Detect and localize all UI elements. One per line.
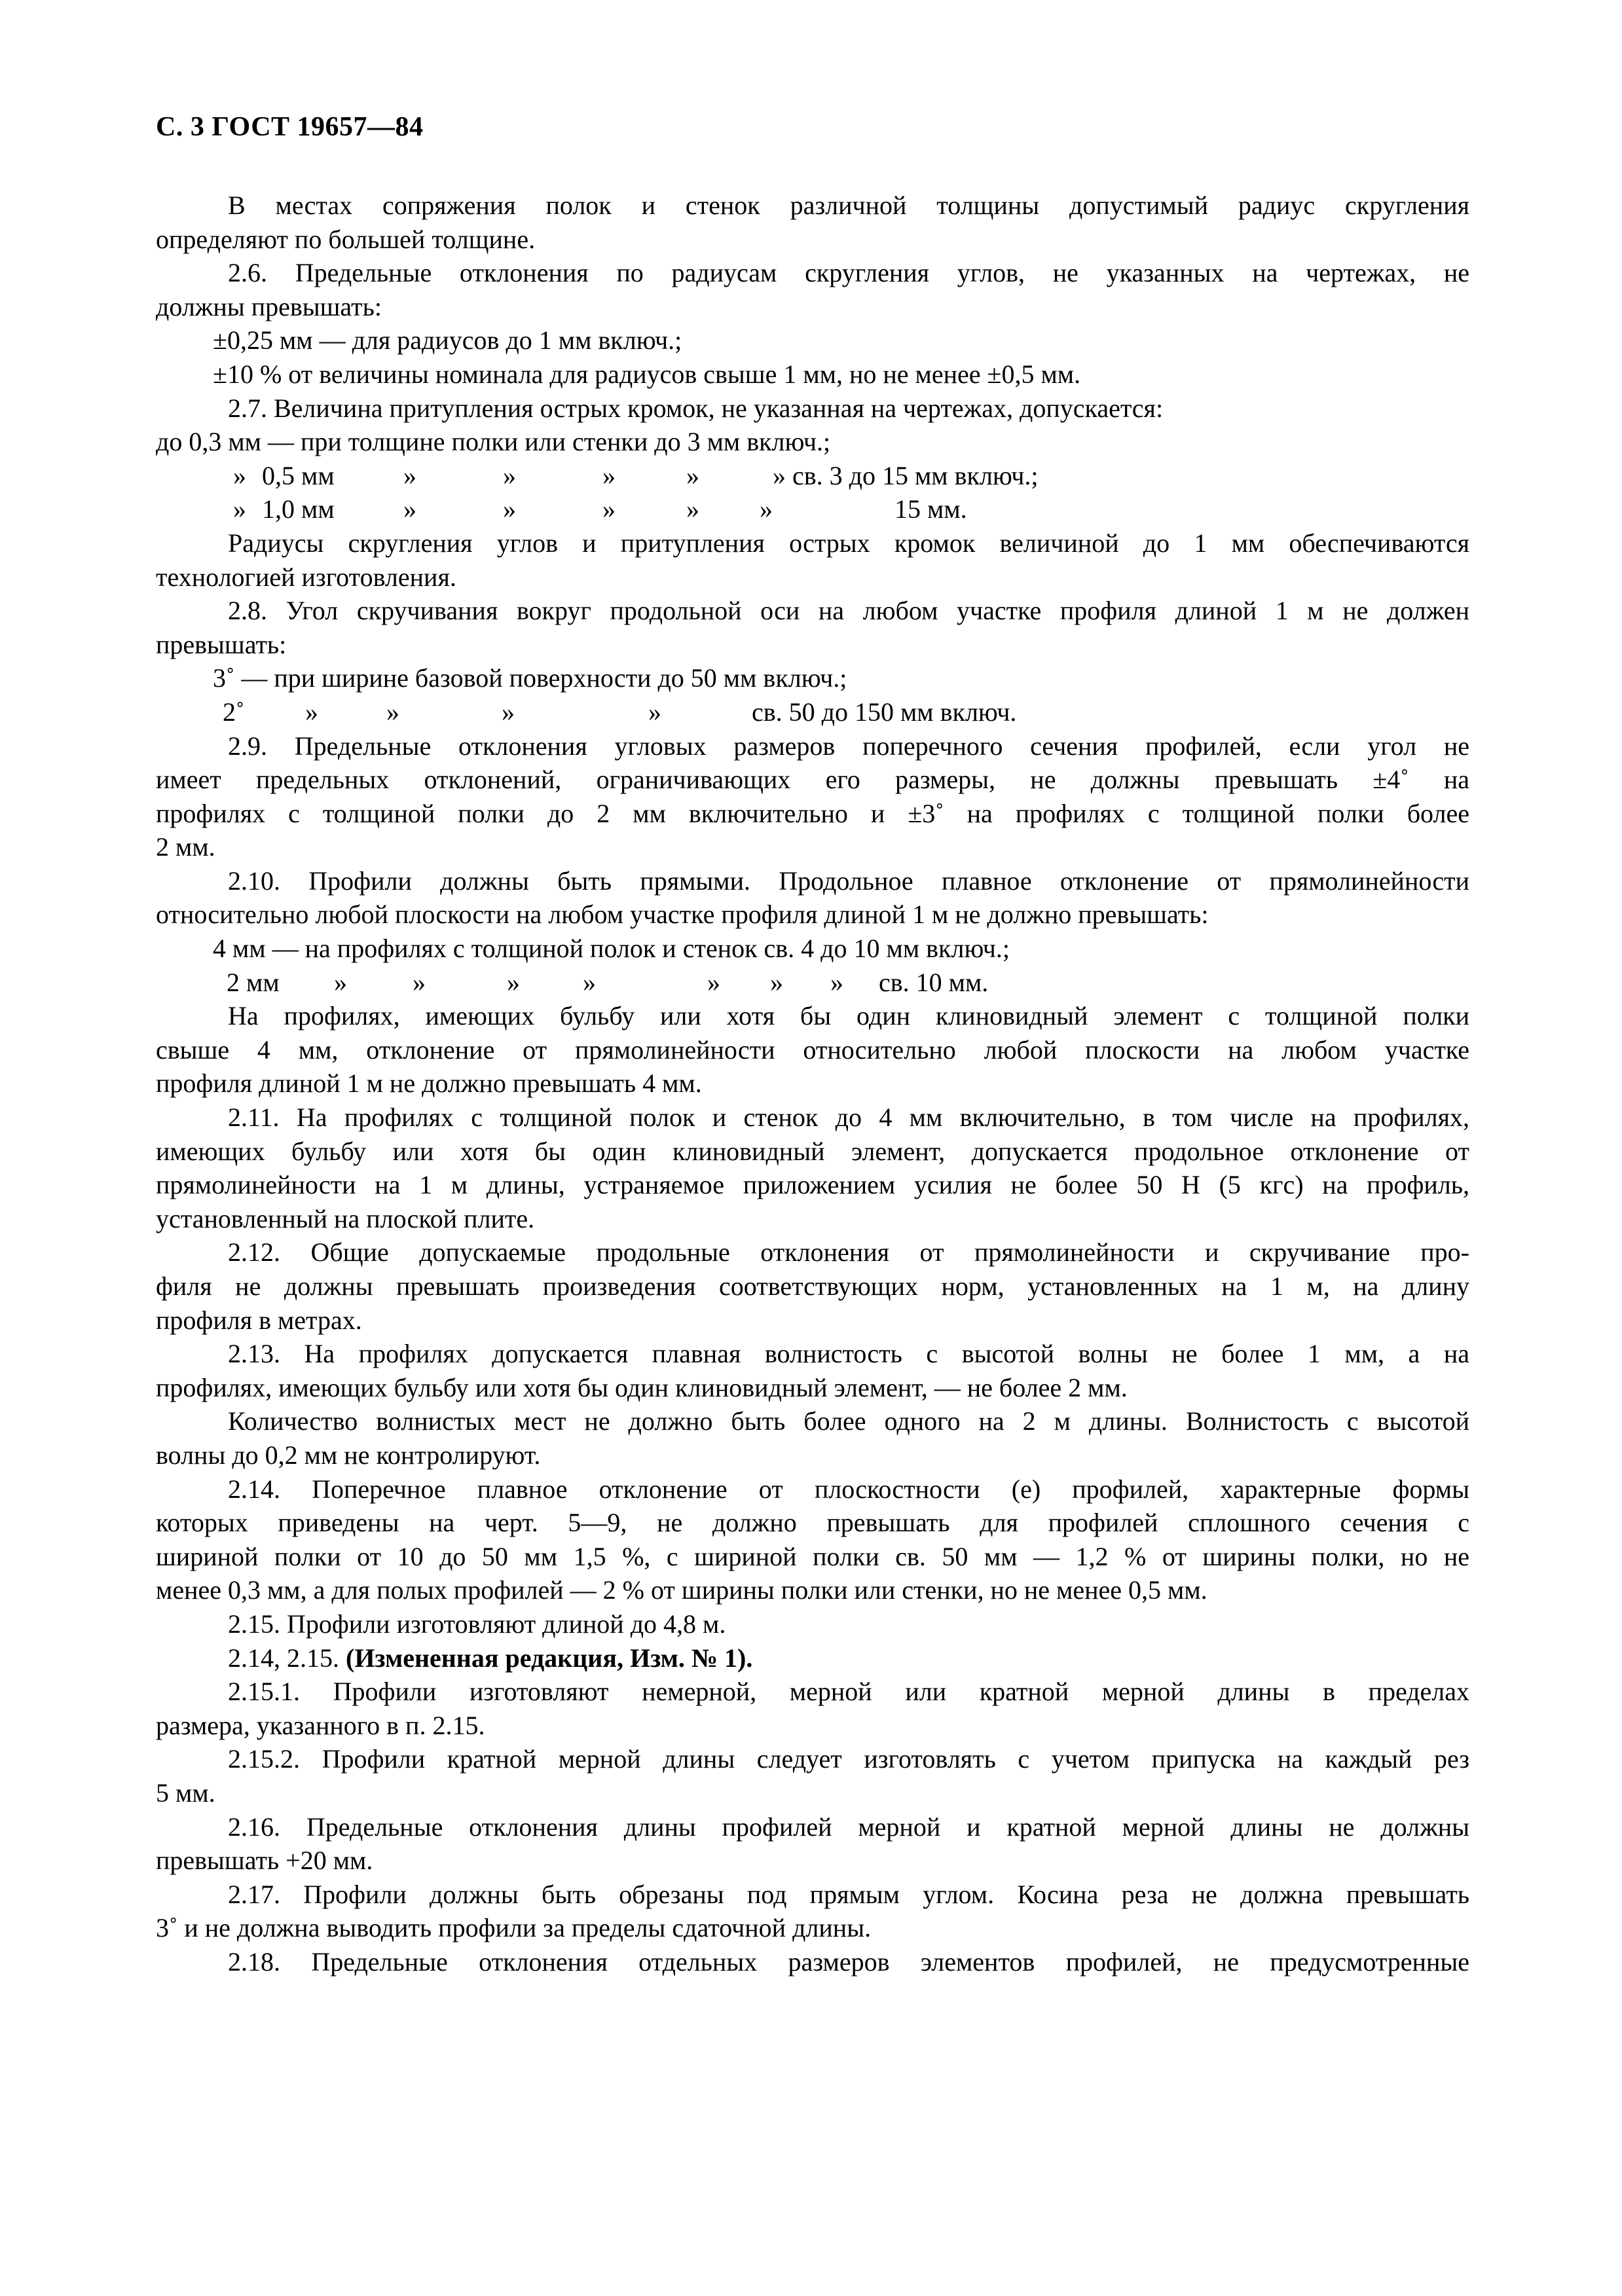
- paragraph-line: профиля длиной 1 м не должно превышать 4 мм.: [156, 1068, 702, 1099]
- paragraph-line: профиля в метрах.: [156, 1305, 362, 1335]
- paragraph-line: 2 мм.: [156, 832, 215, 862]
- tolerance-row: [156, 966, 1469, 1000]
- paragraph-line: Количество волнистых мест не должно быть более одного на 2 м длины. Волнистость с высотой: [228, 1406, 1469, 1436]
- amendment-note: (Измененная редакция, Изм. № 1).: [346, 1643, 753, 1673]
- paragraph-line: 2.6. Предельные отклонения по радиусам скругления углов, не указанных на чертежах, не: [228, 258, 1469, 288]
- ditto-mark: »: [334, 967, 347, 997]
- table-cell: 2 мм: [227, 967, 280, 997]
- paragraph-line: 2.15.2. Профили кратной мерной длины следует изготовлять с учетом припуска на каждый рез: [228, 1744, 1469, 1774]
- paragraph-line: ±0,25 мм — для радиусов до 1 мм включ.;: [213, 325, 682, 355]
- ditto-mark: »: [233, 494, 246, 524]
- ditto-mark: »: [503, 494, 516, 524]
- ditto-mark: »: [233, 460, 246, 490]
- paragraph-line: 2.7. Величина притупления острых кромок, не указанная на чертежах, допускается:: [228, 393, 1164, 423]
- paragraph-line: превышать:: [156, 629, 287, 659]
- amendment-line: [156, 1641, 1469, 1675]
- paragraph-line: 2.15.1. Профили изготовляют немерной, мерной или кратной мерной длины в пределах: [228, 1677, 1469, 1707]
- paragraph-line: превышать +20 мм.: [156, 1846, 373, 1876]
- ditto-mark: »: [830, 967, 843, 997]
- paragraph-line: 2.8. Угол скручивания вокруг продольной оси на любом участке профиля длиной 1 м не должен: [228, 596, 1469, 626]
- paragraph-line: 5 мм.: [156, 1777, 215, 1808]
- paragraph-line: 3˚ и не должна выводить профили за пределы сдаточной длины.: [156, 1913, 872, 1943]
- table-cell: св. 50 до 150 мм включ.: [752, 697, 1017, 727]
- ditto-mark: »: [403, 494, 416, 524]
- paragraph-line: имеющих бульбу или хотя бы один клиновидный элемент, допускается продольное отклонение от: [156, 1136, 1469, 1166]
- document-body: [156, 189, 1469, 1978]
- amendment-ref: 2.14, 2.15.: [228, 1643, 339, 1673]
- paragraph-line: 3˚ — при ширине базовой поверхности до 50 мм включ.;: [213, 663, 847, 693]
- ditto-mark: »: [507, 967, 520, 997]
- tolerance-row: [156, 695, 1469, 729]
- ditto-mark: »: [770, 967, 783, 997]
- paragraph-line: размера, указанного в п. 2.15.: [156, 1710, 485, 1740]
- tolerance-row: [156, 459, 1469, 493]
- table-cell: св. 10 мм.: [879, 967, 989, 997]
- ditto-mark: »: [413, 967, 426, 997]
- paragraph-line: установленный на плоской плите.: [156, 1203, 535, 1233]
- table-cell: 1,0 мм: [262, 494, 335, 524]
- paragraph-line: 2.16. Предельные отклонения длины профилей мерной и кратной мерной длины не должны: [228, 1812, 1469, 1842]
- page-header: С. 3 ГОСТ 19657—84: [156, 112, 424, 142]
- ditto-mark: »: [648, 697, 661, 727]
- paragraph-line: 2.15. Профили изготовляют длиной до 4,8 м.: [228, 1609, 726, 1639]
- ditto-mark: »: [502, 697, 515, 727]
- table-cell: 2˚: [223, 697, 245, 727]
- paragraph-line: имеет предельных отклонений, ограничивающих его размеры, не должны превышать ±4˚ на: [156, 765, 1469, 795]
- paragraph-line: 2.14. Поперечное плавное отклонение от плоскостности (е) профилей, характерные формы: [228, 1474, 1469, 1504]
- paragraph-line: 2.12. Общие допускаемые продольные отклонения от прямолинейности и скручивание про-: [228, 1237, 1469, 1267]
- paragraph-line: 2.18. Предельные отклонения отдельных размеров элементов профилей, не предусмотренные: [228, 1946, 1469, 1977]
- ditto-mark: »: [686, 460, 699, 490]
- paragraph-line: 2.17. Профили должны быть обрезаны под прямым углом. Косина реза не должна превышать: [228, 1879, 1469, 1909]
- paragraph-line: филя не должны превышать произведения соответствующих норм, установленных на 1 м, на длину: [156, 1271, 1469, 1301]
- paragraph-line: профилях, имеющих бульбу или хотя бы один клиновидный элемент, — не более 2 мм.: [156, 1372, 1128, 1402]
- paragraph-line: которых приведены на черт. 5—9, не должно превышать для профилей сплошного сечения с: [156, 1508, 1469, 1538]
- ditto-mark: »: [602, 460, 616, 490]
- paragraph-line: относительно любой плоскости на любом участке профиля длиной 1 м не должно превышать:: [156, 900, 1209, 930]
- table-cell: » св. 3 до 15 мм включ.;: [773, 460, 1039, 490]
- ditto-mark: »: [686, 494, 699, 524]
- paragraph-line: прямолинейности на 1 м длины, устраняемое приложением усилия не более 50 Н (5 кгс) на профиль,: [156, 1170, 1469, 1200]
- paragraph-line: шириной полки от 10 до 50 мм 1,5 %, с шириной полки св. 50 мм — 1,2 % от ширины полки, но не: [156, 1541, 1469, 1571]
- paragraph-line: технологией изготовления.: [156, 562, 456, 592]
- paragraph-line: менее 0,3 мм, а для полых профилей — 2 % от ширины полки или стенки, но не менее 0,5 мм.: [156, 1575, 1207, 1605]
- ditto-mark: »: [602, 494, 616, 524]
- ditto-mark: »: [305, 697, 318, 727]
- ditto-mark: »: [503, 460, 516, 490]
- table-cell: 15 мм.: [894, 494, 967, 524]
- paragraph-line: 4 мм — на профилях с толщиной полок и стенок св. 4 до 10 мм включ.;: [213, 934, 1010, 964]
- ditto-mark: »: [403, 460, 416, 490]
- paragraph-line: 2.11. На профилях с толщиной полок и стенок до 4 мм включительно, в том числе на профилях,: [228, 1102, 1469, 1133]
- paragraph-line: Радиусы скругления углов и притупления острых кромок величиной до 1 мм обеспечиваются: [228, 528, 1469, 558]
- paragraph-line: определяют по большей толщине.: [156, 224, 536, 254]
- paragraph-line: волны до 0,2 мм не контролируют.: [156, 1440, 541, 1470]
- paragraph-line: профилях с толщиной полки до 2 мм включительно и ±3˚ на профилях с толщиной полки более: [156, 798, 1469, 828]
- tolerance-row: [156, 492, 1469, 526]
- paragraph-line: В местах сопряжения полок и стенок различной толщины допустимый радиус скругления: [228, 191, 1469, 220]
- paragraph-line: должны превышать:: [156, 291, 382, 321]
- paragraph-line: 2.9. Предельные отклонения угловых размеров поперечного сечения профилей, если угол не: [228, 731, 1469, 761]
- paragraph-line: до 0,3 мм — при толщине полки или стенки до 3 мм включ.;: [156, 427, 831, 457]
- paragraph-line: На профилях, имеющих бульбу или хотя бы один клиновидный элемент с толщиной полки: [228, 1001, 1469, 1031]
- paragraph-line: ±10 % от величины номинала для радиусов свыше 1 мм, но не менее ±0,5 мм.: [213, 359, 1081, 389]
- ditto-mark: »: [583, 967, 596, 997]
- paragraph-line: 2.10. Профили должны быть прямыми. Продольное плавное отклонение от прямолинейности: [228, 866, 1469, 896]
- ditto-mark: »: [707, 967, 720, 997]
- paragraph-line: 2.13. На профилях допускается плавная волнистость с высотой волны не более 1 мм, а на: [228, 1339, 1469, 1369]
- ditto-mark: »: [386, 697, 399, 727]
- table-cell: 0,5 мм: [262, 460, 335, 490]
- ditto-mark: »: [760, 494, 773, 524]
- paragraph-line: свыше 4 мм, отклонение от прямолинейности относительно любой плоскости на любом участке: [156, 1034, 1469, 1065]
